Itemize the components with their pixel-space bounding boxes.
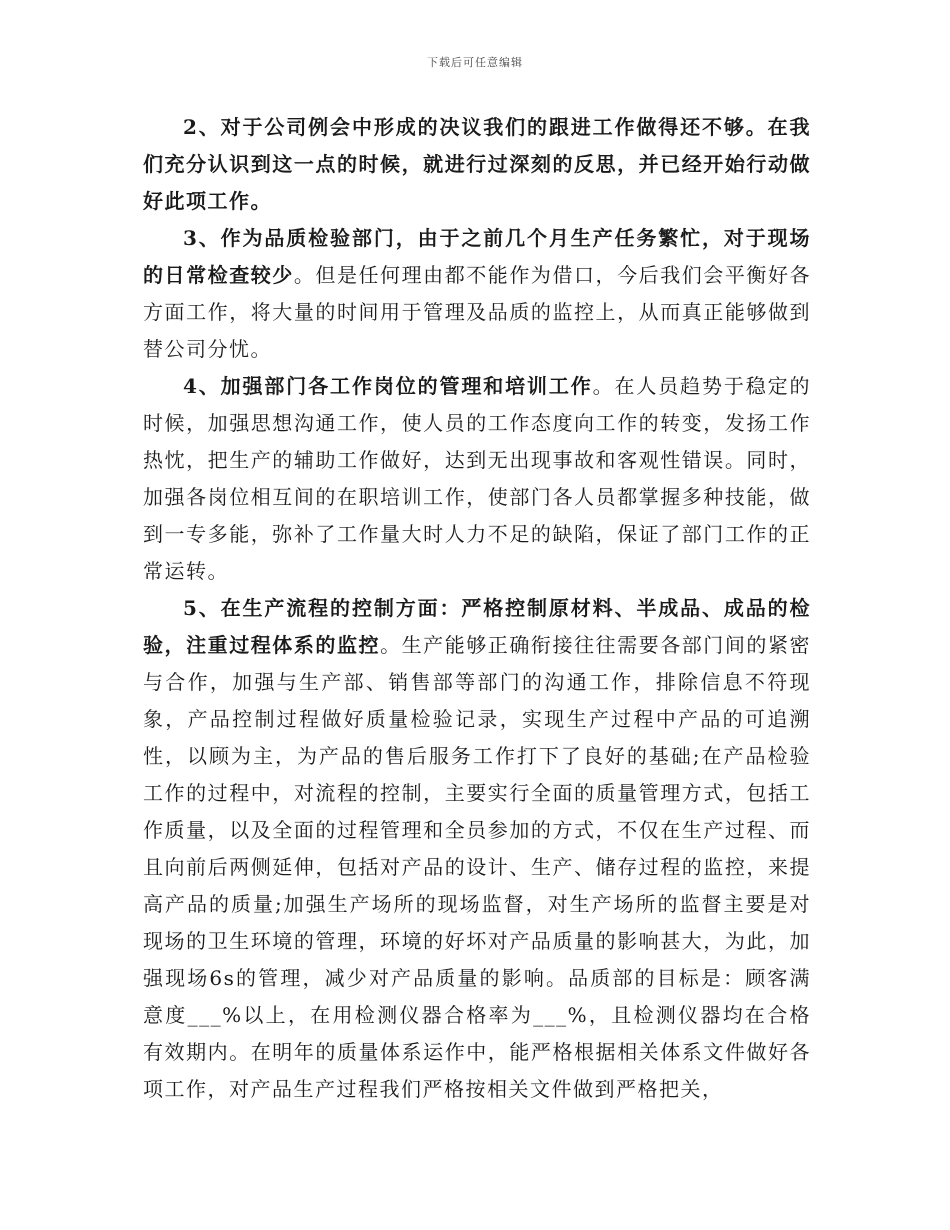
header-note: 下载后可任意编辑 <box>427 56 523 69</box>
paragraph-4-text: 。在人员趋势于稳定的时候，加强思想沟通工作，使人员的工作态度向工作的转变，发扬工作热忱，把生产的辅助工作做好，达到无出现事故和客观性错误。同时，加强各岗位相互间的在职培训工作，使部门各人员都掌握多种技能，做到一专多能，弥补了工作量大时人力不足的缺陷，保证了部门工作的正常运转。 <box>143 374 811 583</box>
paragraph-5-heading: 5、在生产流程的控制方面：严格控制原材料、半成品、成品的检验，注重过程体系的监控 <box>143 596 811 657</box>
paragraph-4 <box>143 368 811 590</box>
paragraph-4-heading: 4、加强部门各工作岗位的管理和培训工作 <box>183 374 593 398</box>
paragraph-5 <box>143 590 811 1108</box>
paragraph-3-heading: 3、作为品质检验部门，由于之前几个月生产任务繁忙，对于现场的日常检查较少 <box>143 226 811 287</box>
paragraph-2-heading: 2、对于公司例会中形成的决议我们的跟进工作做得还不够。在我们充分认识到这一点的时候，就进行过深刻的反思，并已经开始行动做好此项工作。 <box>143 115 811 213</box>
paragraph-5-text: 。生产能够正确衔接往往需要各部门间的紧密与合作，加强与生产部、销售部等部门的沟通工作，排除信息不符现象，产品控制过程做好质量检验记录，实现生产过程中产品的可追溯性，以顾为主，为产品的售后服务工作打下了良好的基础;在产品检验工作的过程中，对流程的控制，主要实行全面的质量管理方式，包括工作质量，以及全面的过程管理和全员参加的方式，不仅在生产过程、而且向前后两侧延伸，包括对产品的设计、生产、储存过程的监控，来提高产品的质量;加强生产场所的现场监督，对生产场所的监督主要是对现场的卫生环境的管理，环境的好坏对产品质量的影响甚大，为此，加强现场6s的管理，减少对产品质量的影响。品质部的目标是：顾客满意度___%以上，在用检测仪器合格率为___%，且检测仪器均在合格有效期内。在明年的质量体系运作中，能严格根据相关体系文件做好各项工作，对产品生产过程我们严格按相关文件做到严格把关， <box>143 633 812 1101</box>
paragraph-2 <box>143 109 811 220</box>
document-body <box>143 109 811 1108</box>
paragraph-3 <box>143 220 811 368</box>
paragraph-3-text: 。但是任何理由都不能作为借口，今后我们会平衡好各方面工作，将大量的时间用于管理及品质的监控上，从而真正能够做到替公司分忧。 <box>143 263 812 361</box>
